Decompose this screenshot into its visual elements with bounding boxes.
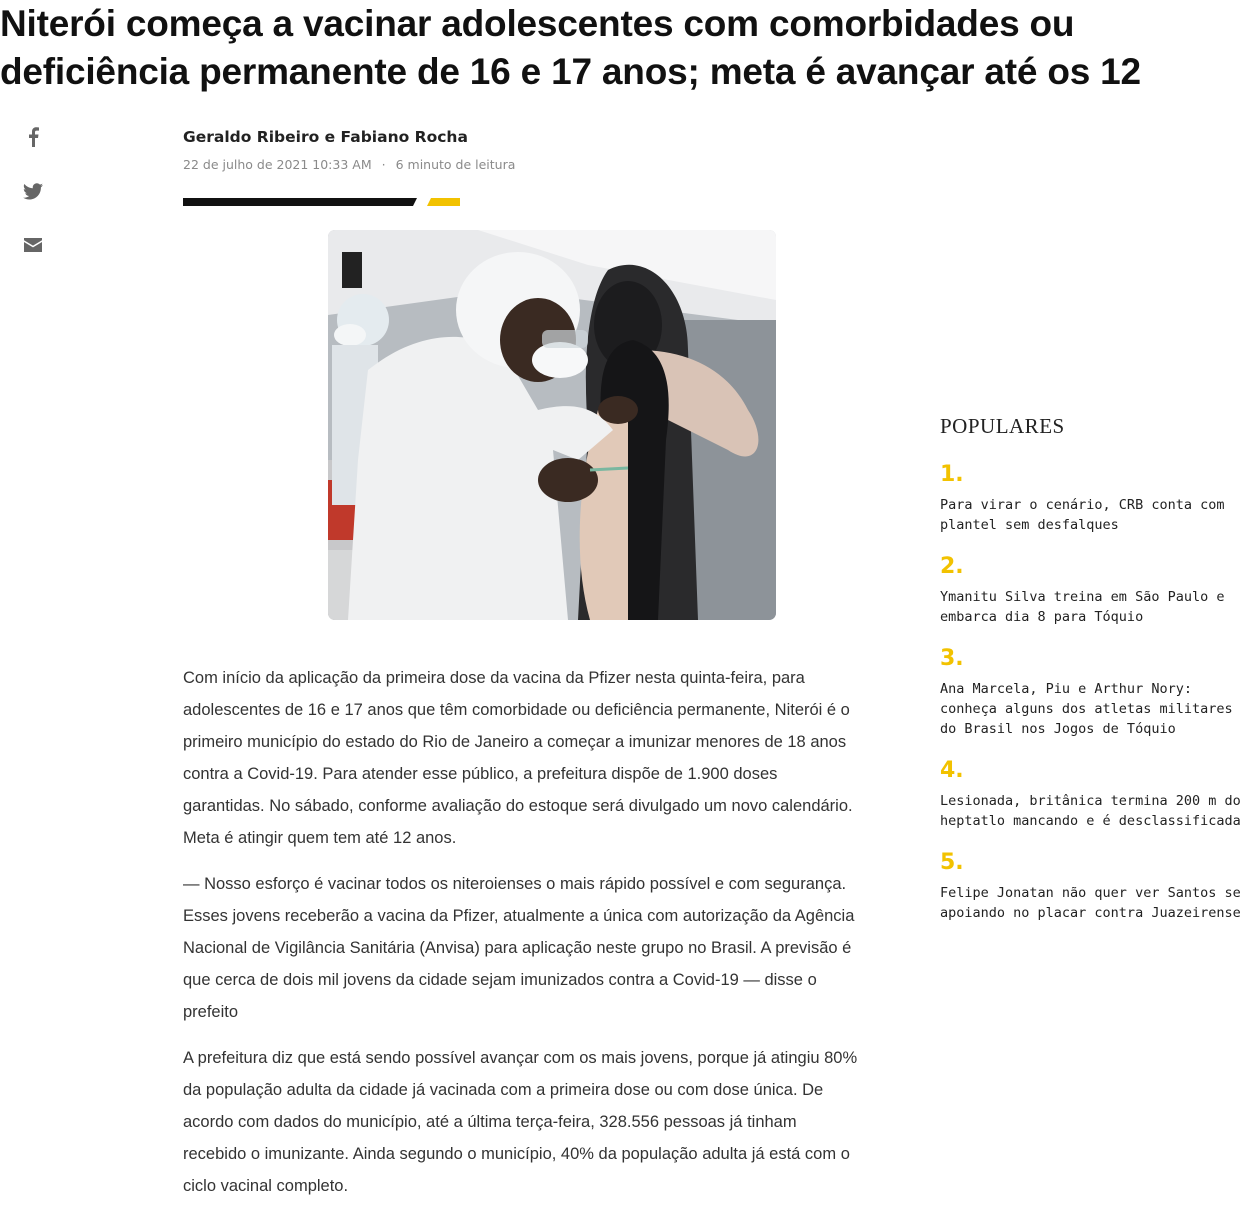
twitter-icon: [23, 183, 43, 200]
author-byline[interactable]: Geraldo Ribeiro e Fabiano Rocha: [183, 128, 468, 146]
popular-rank: 4.: [940, 758, 964, 783]
vaccination-photo-illustration: [328, 230, 776, 620]
popular-link[interactable]: Ana Marcela, Piu e Arthur Nory: conheça alguns dos atletas militares do Brasil nos Jogos de Tóquio: [940, 681, 1233, 737]
email-icon: [24, 238, 42, 252]
article-paragraph: — Nosso esforço é vacinar todos os niteroienses o mais rápido possível e com segurança. Esses jovens receberão a vacina da Pfizer, atualmente a única com autorização da Agência Nacional de Vigilância Sanitária (Anvisa) para aplicação neste grupo no Brasil. A previsão é que cerca de dois mil jovens da cidade sejam imunizados contra a Covid-19 — disse o prefeito: [183, 875, 855, 1021]
popular-item: [940, 461, 1245, 535]
popular-link[interactable]: Lesionada, britânica termina 200 m do heptatlo mancando e é desclassificada: [940, 793, 1241, 829]
popular-item: [940, 645, 1245, 739]
popular-rank: 5.: [940, 850, 964, 875]
hero-photo: [328, 230, 776, 620]
article-paragraph: Com início da aplicação da primeira dose da vacina da Pfizer nesta quinta-feira, para adolescentes de 16 e 17 anos que têm comorbidade ou deficiência permanente, Niterói é o primeiro município do estado do Rio de Janeiro a começar a imunizar menores de 18 anos contra a Covid-19. Para atender esse público, a prefeitura dispõe de 1.900 doses garantidas. No sábado, conforme avaliação do estoque será divulgado um novo calendário. Meta é atingir quem tem até 12 anos.: [183, 669, 853, 847]
publish-date: 22 de julho de 2021 10:33 AM: [183, 157, 372, 172]
twitter-share-button[interactable]: [20, 178, 46, 204]
divider-black-bar: [183, 198, 417, 206]
popular-rank: 2.: [940, 554, 964, 579]
article-meta: [183, 157, 515, 172]
popular-link[interactable]: Para virar o cenário, CRB conta com plantel sem desfalques: [940, 497, 1225, 533]
divider-yellow-bar: [427, 198, 460, 206]
popular-item: [940, 553, 1245, 627]
popular-link[interactable]: Felipe Jonatan não quer ver Santos se apoiando no placar contra Juazeirense: [940, 885, 1241, 921]
facebook-icon: [27, 127, 39, 147]
email-share-button[interactable]: [20, 232, 46, 258]
popular-link[interactable]: Ymanitu Silva treina em São Paulo e embarca dia 8 para Tóquio: [940, 589, 1225, 625]
popular-rank: 3.: [940, 646, 964, 671]
article-headline: Niterói começa a vacinar adolescentes com comorbidades ou deficiência permanente de 16 e 17 anos; meta é avançar até os 12: [0, 3, 1141, 92]
popular-item: [940, 757, 1245, 831]
popular-item: [940, 849, 1245, 923]
popular-rank: 1.: [940, 462, 964, 487]
title-divider: [183, 198, 463, 206]
article-body: [183, 662, 858, 1216]
read-time: 6 minuto de leitura: [395, 157, 516, 172]
meta-separator: ·: [381, 157, 386, 172]
facebook-share-button[interactable]: [20, 124, 46, 150]
popular-title: POPULARES: [940, 414, 1065, 438]
popular-sidebar: [940, 414, 1245, 941]
article-paragraph: A prefeitura diz que está sendo possível avançar com os mais jovens, porque já atingiu 80% da população adulta da cidade já vacinada com a primeira dose ou com dose única. De acordo com dados do município, até a última terça-feira, 328.556 pessoas já tinham recebido o imunizante. Ainda segundo o município, 40% da população adulta já está com o ciclo vacinal completo.: [183, 1049, 858, 1195]
